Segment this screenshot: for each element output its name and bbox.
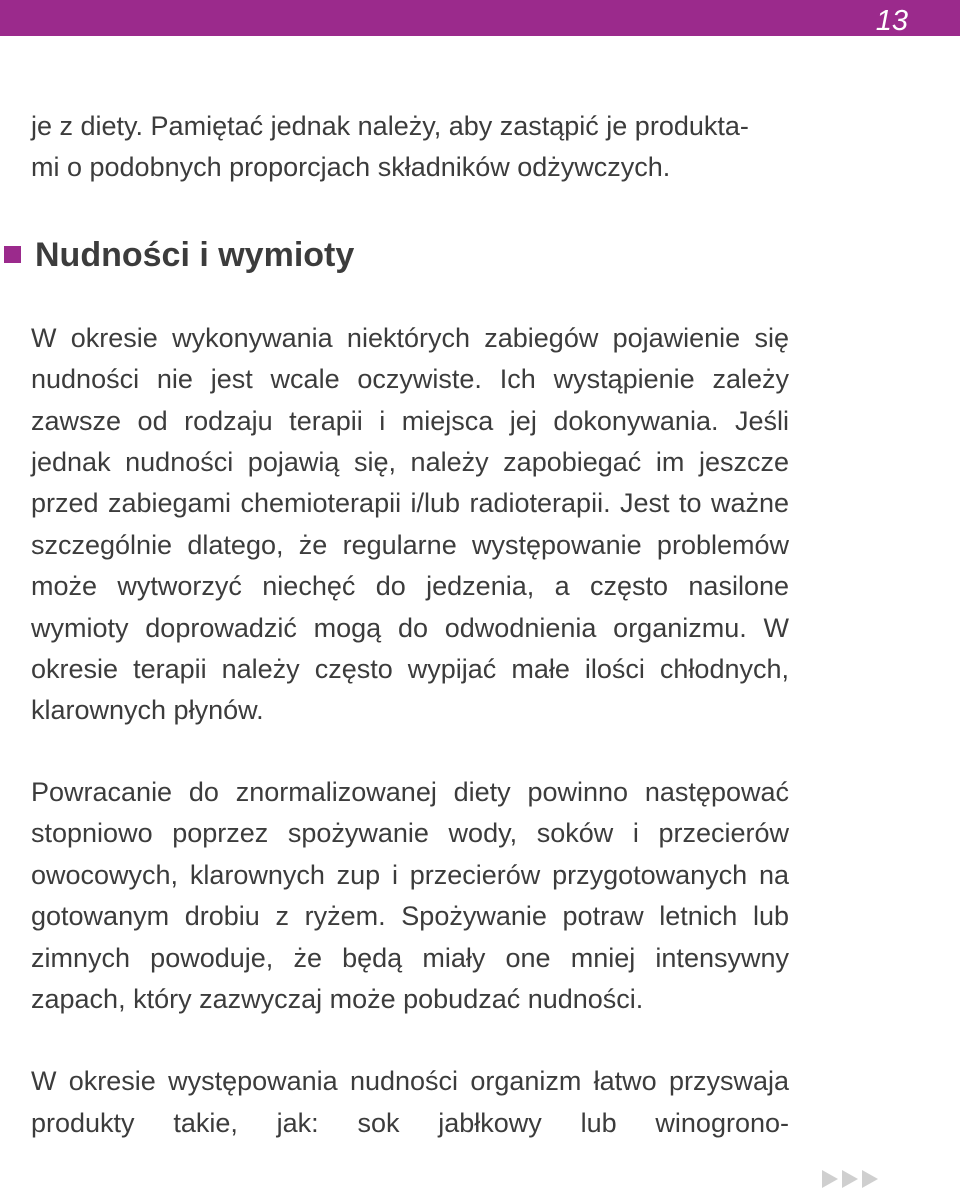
next-page-arrows-icon [822,1170,878,1188]
intro-line-2: mi o podobnych proporcjach składników odżywczych. [31,152,671,183]
body-paragraph-1: W okresie wykonywania niektórych zabiegów pojawienie się nudności nie jest wcale oczywiste. Ich wystąpienie zależy zawsze od rodzaju terapii i miejsca jej dokonywania. Jeśli jednak nudności pojawią się, należy zapobiegać im jeszcze przed zabiegami chemioterapii i/lub radioterapii. Jest to ważne szczególnie dlatego, że regularne występowanie problemów może wytworzyć niechęć do jedzenia, a często nasilone wymioty doprowadzić mogą do odwodnienia organizmu. W okresie terapii należy często wypijać małe ilości chłodnych, klarownych płynów. [31,322,789,726]
intro-paragraph [31,106,789,189]
page-number: 13 [875,5,908,37]
body-paragraph-3: W okresie występowania nudności organizm łatwo przyswaja produkty takie, jak: sok jabłkowy lub winogrono- [31,1066,789,1138]
intro-line-1: je z diety. Pamiętać jednak należy, aby zastąpić je produkta- [31,111,749,141]
bullet-square-icon [4,246,21,263]
body-paragraph-2: Powracanie do znormalizowanej diety powinno następować stopniowo poprzez spożywanie wody, soków i przecierów owocowych, klarownych zup i przecierów przygotowanych na gotowanym drobiu z ryżem. Spożywanie potraw letnich lub zimnych powoduje, że będą miały one mniej intensywny zapach, który zazwyczaj może pobudzać nudności. [31,776,789,1014]
arrow-right-icon [822,1170,838,1188]
page-content [31,106,789,1144]
arrow-right-icon [862,1170,878,1188]
section-heading [31,233,789,277]
section-title: Nudności i wymioty [35,235,355,274]
arrow-right-icon [842,1170,858,1188]
header-bar [0,0,960,36]
